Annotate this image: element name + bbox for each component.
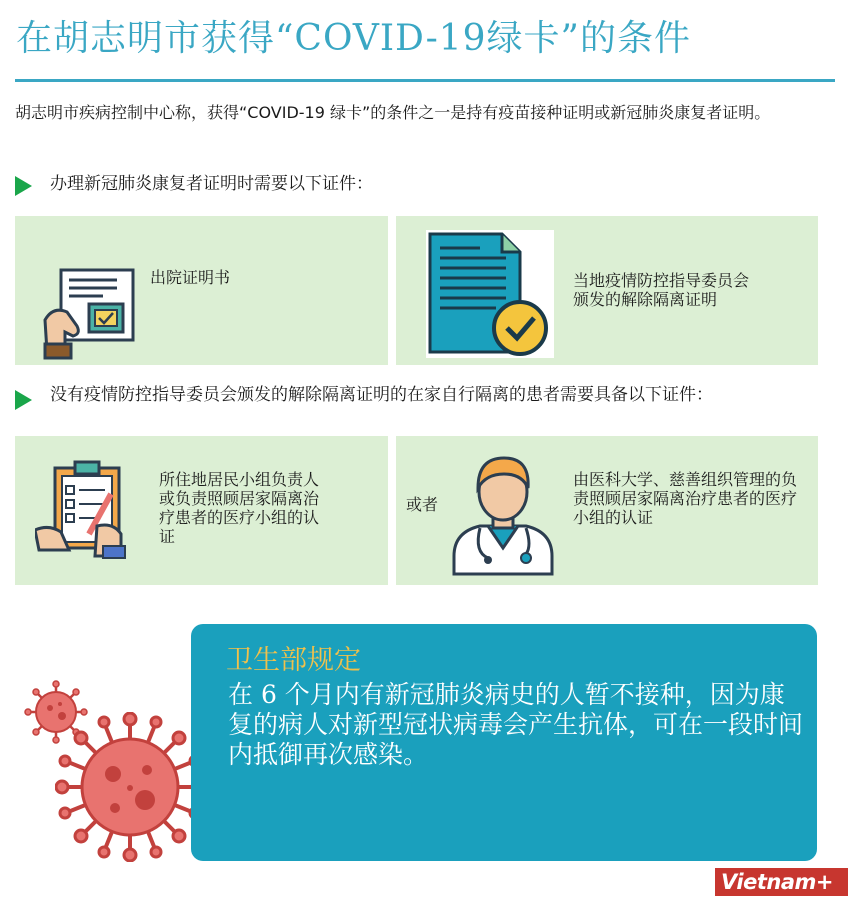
or-separator: 或者 [406, 495, 439, 514]
item-label: 当地疫情防控指导委员会颁发的解除隔离证明 [573, 271, 750, 309]
section2-card-left [15, 436, 388, 585]
document-in-hand-icon [43, 268, 135, 360]
section1-heading: 办理新冠肺炎康复者证明时需要以下证件： [50, 174, 373, 194]
bullet-arrow-icon [15, 390, 32, 410]
item-label: 由医科大学、慈善组织管理的负责照顾居家隔离治疗患者的医疗小组的认证 [573, 470, 798, 527]
page-title: 在胡志明市获得“COVID-19绿卡”的条件 [16, 18, 691, 59]
note-title: 卫生部规定 [226, 645, 361, 676]
document-checkmark-icon [426, 230, 554, 358]
note-body: 在 6 个月内有新冠肺炎病史的人暂不接种，因为康复的病人对新型冠状病毒会产生抗体，可在一段时间内抵御再次感染。 [228, 680, 804, 769]
item-label: 出院证明书 [150, 268, 231, 287]
section2-card-right [396, 436, 818, 585]
title-divider [15, 79, 835, 82]
section1-card-right [396, 216, 818, 365]
virus-large-icon [55, 712, 205, 862]
ministry-note-box [191, 624, 817, 861]
section2-heading: 没有疫情防控指导委员会颁发的解除隔离证明的在家自行隔离的患者需要具备以下证件： [50, 385, 713, 405]
doctor-icon [448, 456, 558, 576]
item-label: 所住地居民小组负责人或负责照顾居家隔离治疗患者的医疗小组的认证 [159, 470, 320, 546]
bullet-arrow-icon [15, 176, 32, 196]
section1-card-left [15, 216, 388, 365]
clipboard-checklist-icon [35, 460, 131, 560]
vietnamplus-logo: Vietnam+ [715, 868, 848, 896]
intro-text: 胡志明市疾病控制中心称，获得“COVID-19 绿卡”的条件之一是持有疫苗接种证明或新冠肺炎康复者证明。 [15, 103, 771, 122]
